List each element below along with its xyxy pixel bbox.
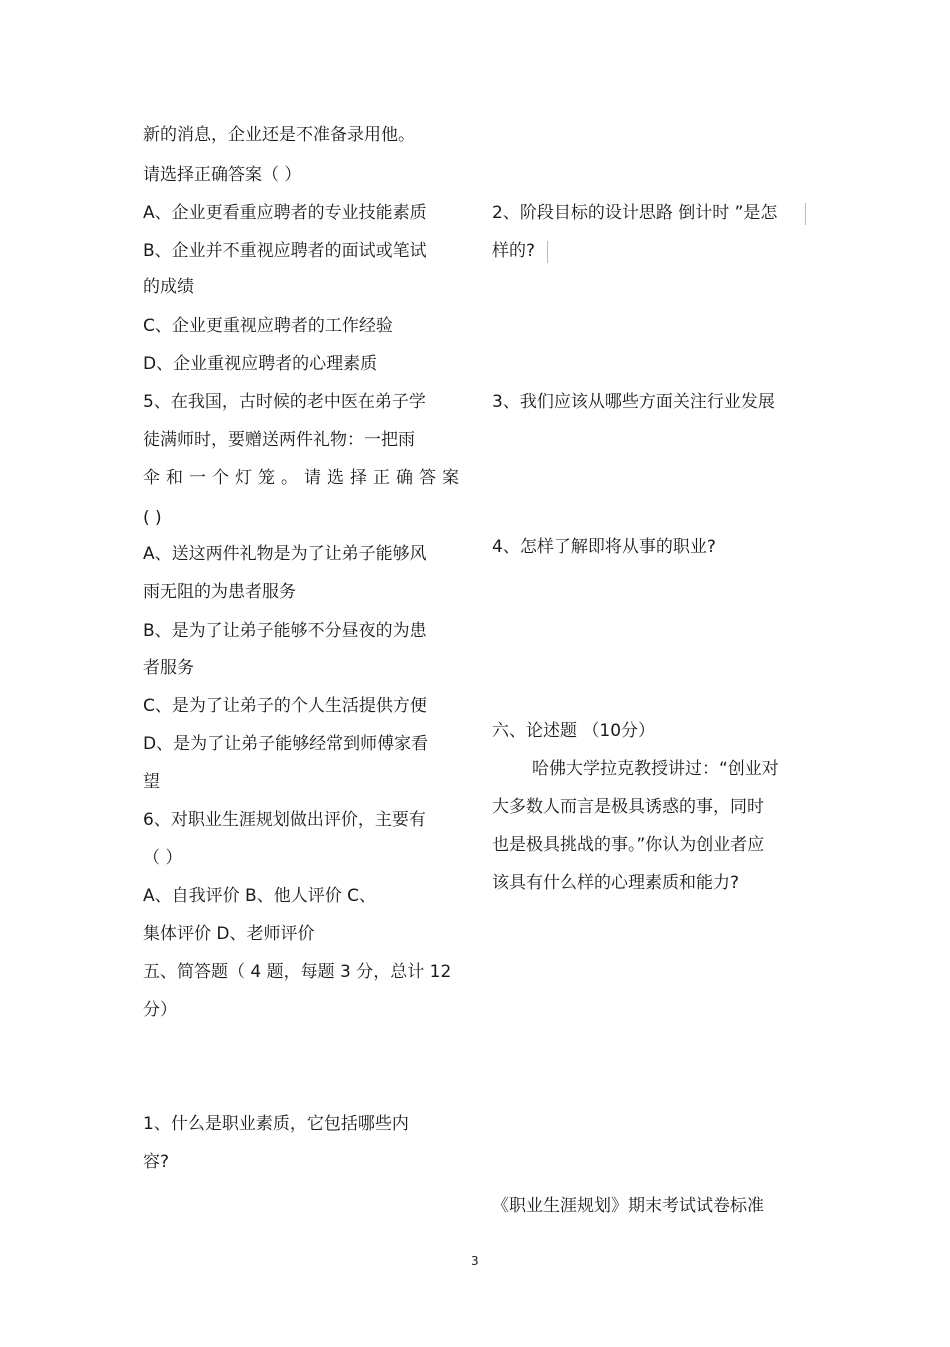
option-d: D、是为了让弟子能够经常到师傅家看 (143, 734, 429, 754)
text-line: 分） (143, 1000, 177, 1020)
text-line: 新的消息，企业还是不准备录用他。 (143, 125, 415, 145)
essay-text: 也是极具挑战的事。”你认为创业者应 (492, 835, 765, 855)
option-b: B、是为了让弟子能够不分昼夜的为患 (143, 621, 427, 641)
page-number: 3 (471, 1254, 479, 1268)
answer-key-title: 《职业生涯规划》期末考试试卷标准 (492, 1196, 764, 1216)
essay-text: 该具有什么样的心理素质和能力? (492, 873, 740, 893)
essay-text: 大多数人而言是极具诱惑的事，同时 (492, 797, 764, 817)
options-row: A、自我评价 B、他人评价 C、 (143, 886, 376, 906)
question-2: 2、阶段目标的设计思路 倒计时 ”是怎 (492, 203, 778, 223)
text-line: 雨无阻的为患者服务 (143, 582, 296, 602)
option-d: D、企业重视应聘者的心理素质 (143, 354, 378, 374)
text-line: 样的? (492, 241, 536, 261)
text-cursor (547, 241, 548, 263)
option-a: A、企业更看重应聘者的专业技能素质 (143, 203, 427, 223)
text-line: 望 (143, 772, 160, 792)
text-line: 的成绩 (143, 277, 194, 297)
section-five-heading: 五、简答题（ 4 题，每题 3 分，总计 12 (143, 962, 452, 982)
question-4: 4、怎样了解即将从事的职业? (492, 537, 716, 557)
option-c: C、企业更重视应聘者的工作经验 (143, 316, 393, 336)
question-3: 3、我们应该从哪些方面关注行业发展 (492, 392, 775, 412)
text-line: 者服务 (143, 658, 194, 678)
answer-blank: （ ） (143, 848, 183, 868)
option-b: B、企业并不重视应聘者的面试或笔试 (143, 241, 427, 261)
answer-blank: ( ) (143, 508, 162, 528)
answer-prompt: 请选择正确答案（ ） (143, 165, 302, 185)
text-line: 徒满师时，要赠送两件礼物：一把雨 (143, 430, 415, 450)
text-line: 容? (143, 1152, 170, 1172)
option-c: C、是为了让弟子的个人生活提供方便 (143, 696, 427, 716)
option-a: A、送这两件礼物是为了让弟子能够风 (143, 544, 427, 564)
text-line: 伞和一个灯笼。请选择正确答案 (143, 468, 465, 488)
section-six-heading: 六、论述题 （10分） (492, 721, 656, 741)
essay-text: 哈佛大学拉克教授讲过：“创业对 (532, 759, 779, 779)
question-6: 6、对职业生涯规划做出评价，主要有 (143, 810, 426, 830)
question-1: 1、什么是职业素质，它包括哪些内 (143, 1114, 409, 1134)
text-cursor (805, 203, 806, 225)
question-5: 5、在我国，古时候的老中医在弟子学 (143, 392, 426, 412)
options-row: 集体评价 D、老师评价 (143, 924, 315, 944)
